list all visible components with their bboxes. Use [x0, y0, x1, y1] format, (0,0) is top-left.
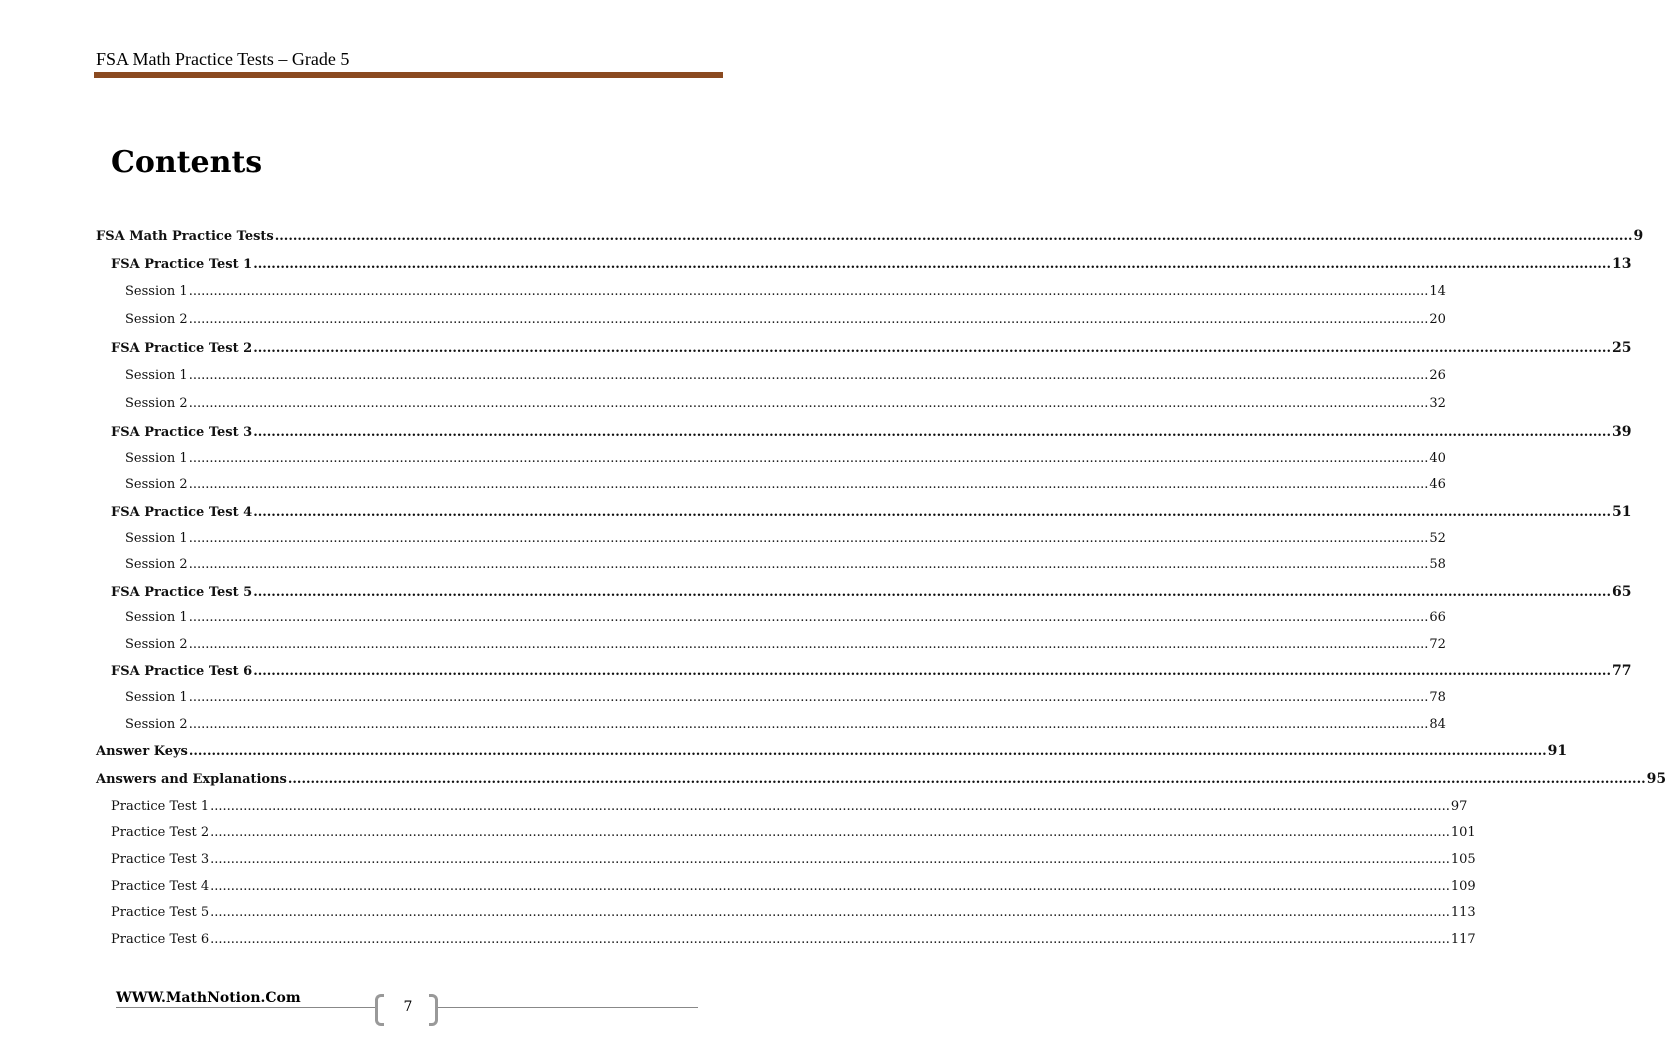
toc-entry-label: Session 1	[125, 368, 188, 383]
footer-rule-left	[116, 1007, 378, 1008]
toc-entry-label: FSA Practice Test 5	[111, 585, 253, 600]
toc-entry[interactable]	[125, 284, 1446, 299]
toc-leader-dots: ............................................................................................................................................................................................................................................................................................................	[274, 229, 1633, 244]
toc-leader-dots: ............................................................................................................................................................................................................................................................................................................	[188, 531, 1429, 546]
toc-entry[interactable]	[111, 424, 1632, 440]
toc-entry-page: 65	[1611, 584, 1632, 600]
toc-entry-page: 105	[1450, 852, 1476, 867]
toc-leader-dots: ............................................................................................................................................................................................................................................................................................................	[188, 284, 1429, 299]
toc-entry-label: Session 2	[125, 637, 188, 652]
toc-entry-label: Session 1	[125, 690, 188, 705]
toc-leader-dots: ............................................................................................................................................................................................................................................................................................................	[287, 772, 1646, 787]
toc-entry[interactable]	[111, 340, 1632, 356]
toc-leader-dots: ............................................................................................................................................................................................................................................................................................................	[253, 341, 1611, 356]
toc-entry-page: 46	[1429, 477, 1446, 492]
toc-entry[interactable]	[125, 610, 1446, 625]
toc-leader-dots: ............................................................................................................................................................................................................................................................................................................	[210, 879, 1450, 894]
toc-entry[interactable]	[125, 690, 1446, 705]
toc-entry[interactable]	[125, 368, 1446, 383]
toc-entry-page: 32	[1429, 396, 1446, 411]
toc-leader-dots: ............................................................................................................................................................................................................................................................................................................	[210, 905, 1450, 920]
toc-entry-page: 39	[1611, 424, 1632, 440]
toc-entry[interactable]	[125, 717, 1446, 732]
toc-leader-dots: ............................................................................................................................................................................................................................................................................................................	[188, 312, 1429, 327]
toc-entry-page: 14	[1429, 284, 1446, 299]
toc-entry-label: FSA Math Practice Tests	[96, 229, 274, 244]
toc-entry[interactable]	[111, 663, 1632, 679]
toc-leader-dots: ............................................................................................................................................................................................................................................................................................................	[210, 825, 1450, 840]
toc-entry-label: Session 1	[125, 610, 188, 625]
toc-entry-label: Session 1	[125, 451, 188, 466]
toc-entry-page: 26	[1429, 368, 1446, 383]
header-title: FSA Math Practice Tests – Grade 5	[96, 49, 350, 69]
toc-entry-page: 95	[1646, 771, 1666, 787]
toc-entry-label: Session 2	[125, 477, 188, 492]
toc-entry-page: 52	[1429, 531, 1446, 546]
toc-leader-dots: ............................................................................................................................................................................................................................................................................................................	[188, 396, 1429, 411]
footer-website: WWW.MathNotion.Com	[116, 990, 301, 1006]
toc-entry-page: 77	[1611, 663, 1632, 679]
toc-entry-label: Practice Test 6	[111, 932, 210, 947]
toc-entry-label: Practice Test 2	[111, 825, 210, 840]
toc-entry[interactable]	[125, 477, 1446, 492]
toc-entry-page: 72	[1429, 637, 1446, 652]
toc-entry-label: Session 1	[125, 531, 188, 546]
toc-entry[interactable]	[125, 312, 1446, 327]
toc-entry[interactable]	[111, 799, 1468, 814]
toc-leader-dots: ............................................................................................................................................................................................................................................................................................................	[253, 505, 1611, 520]
toc-entry-page: 101	[1450, 825, 1476, 840]
toc-leader-dots: ............................................................................................................................................................................................................................................................................................................	[253, 664, 1611, 679]
toc-leader-dots: ............................................................................................................................................................................................................................................................................................................	[188, 610, 1429, 625]
page-title: Contents	[111, 145, 263, 180]
toc-entry[interactable]	[111, 504, 1632, 520]
toc-leader-dots: ............................................................................................................................................................................................................................................................................................................	[188, 557, 1429, 572]
toc-entry[interactable]	[125, 396, 1446, 411]
toc-entry-label: FSA Practice Test 1	[111, 257, 253, 272]
toc-entry-page: 58	[1429, 557, 1446, 572]
toc-entry-page: 25	[1611, 340, 1632, 356]
toc-leader-dots: ............................................................................................................................................................................................................................................................................................................	[188, 368, 1429, 383]
toc-entry-label: Practice Test 3	[111, 852, 210, 867]
toc-entry[interactable]	[96, 743, 1568, 759]
toc-leader-dots: ............................................................................................................................................................................................................................................................................................................	[188, 451, 1429, 466]
toc-entry-label: Session 2	[125, 312, 188, 327]
toc-entry-label: FSA Practice Test 4	[111, 505, 253, 520]
toc-leader-dots: ............................................................................................................................................................................................................................................................................................................	[210, 932, 1450, 947]
toc-leader-dots: ............................................................................................................................................................................................................................................................................................................	[253, 425, 1611, 440]
toc-entry-page: 78	[1429, 690, 1446, 705]
toc-entry-label: Practice Test 1	[111, 799, 210, 814]
toc-leader-dots: ............................................................................................................................................................................................................................................................................................................	[188, 744, 1547, 759]
toc-entry-page: 91	[1547, 743, 1568, 759]
toc-leader-dots: ............................................................................................................................................................................................................................................................................................................	[188, 637, 1429, 652]
toc-entry[interactable]	[111, 852, 1476, 867]
toc-entry[interactable]	[111, 905, 1476, 920]
toc-entry-page: 51	[1611, 504, 1632, 520]
page-number: 7	[403, 999, 413, 1015]
toc-entry[interactable]	[125, 531, 1446, 546]
toc-entry[interactable]	[125, 637, 1446, 652]
toc-entry-page: 40	[1429, 451, 1446, 466]
toc-entry-label: Answer Keys	[96, 744, 188, 759]
toc-entry-page: 97	[1450, 799, 1468, 814]
toc-entry-page: 117	[1450, 932, 1476, 947]
toc-entry-page: 13	[1611, 256, 1632, 272]
toc-entry[interactable]	[111, 256, 1632, 272]
toc-leader-dots: ............................................................................................................................................................................................................................................................................................................	[188, 690, 1429, 705]
left-bracket-icon	[375, 994, 384, 1026]
toc-leader-dots: ............................................................................................................................................................................................................................................................................................................	[188, 717, 1429, 732]
toc-entry-label: FSA Practice Test 6	[111, 664, 253, 679]
toc-entry-label: Session 2	[125, 557, 188, 572]
toc-entry-label: FSA Practice Test 2	[111, 341, 253, 356]
toc-entry[interactable]	[125, 451, 1446, 466]
toc-entry-page: 66	[1429, 610, 1446, 625]
toc-entry[interactable]	[111, 825, 1476, 840]
footer-rule-right	[438, 1007, 698, 1008]
toc-entry-label: Practice Test 4	[111, 879, 210, 894]
toc-leader-dots: ............................................................................................................................................................................................................................................................................................................	[210, 799, 1450, 814]
toc-entry[interactable]	[111, 584, 1632, 600]
toc-leader-dots: ............................................................................................................................................................................................................................................................................................................	[210, 852, 1450, 867]
toc-entry-page: 84	[1429, 717, 1446, 732]
toc-entry[interactable]	[111, 879, 1476, 894]
header-rule	[94, 72, 723, 78]
toc-entry-label: Session 1	[125, 284, 188, 299]
toc-entry-label: Practice Test 5	[111, 905, 210, 920]
toc-entry-page: 9	[1633, 228, 1644, 244]
toc-entry[interactable]	[111, 932, 1476, 947]
toc-entry-label: Answers and Explanations	[96, 772, 287, 787]
toc-entry-page: 20	[1429, 312, 1446, 327]
toc-leader-dots: ............................................................................................................................................................................................................................................................................................................	[253, 585, 1611, 600]
toc-entry-label: Session 2	[125, 396, 188, 411]
toc-entry-label: FSA Practice Test 3	[111, 425, 253, 440]
toc-entry-page: 113	[1450, 905, 1476, 920]
toc-leader-dots: ............................................................................................................................................................................................................................................................................................................	[188, 477, 1429, 492]
toc-entry[interactable]	[96, 228, 1644, 244]
right-bracket-icon	[429, 994, 438, 1026]
toc-entry[interactable]	[125, 557, 1446, 572]
toc-leader-dots: ............................................................................................................................................................................................................................................................................................................	[253, 257, 1611, 272]
toc-entry[interactable]	[96, 771, 1666, 787]
toc-entry-page: 109	[1450, 879, 1476, 894]
toc-entry-label: Session 2	[125, 717, 188, 732]
